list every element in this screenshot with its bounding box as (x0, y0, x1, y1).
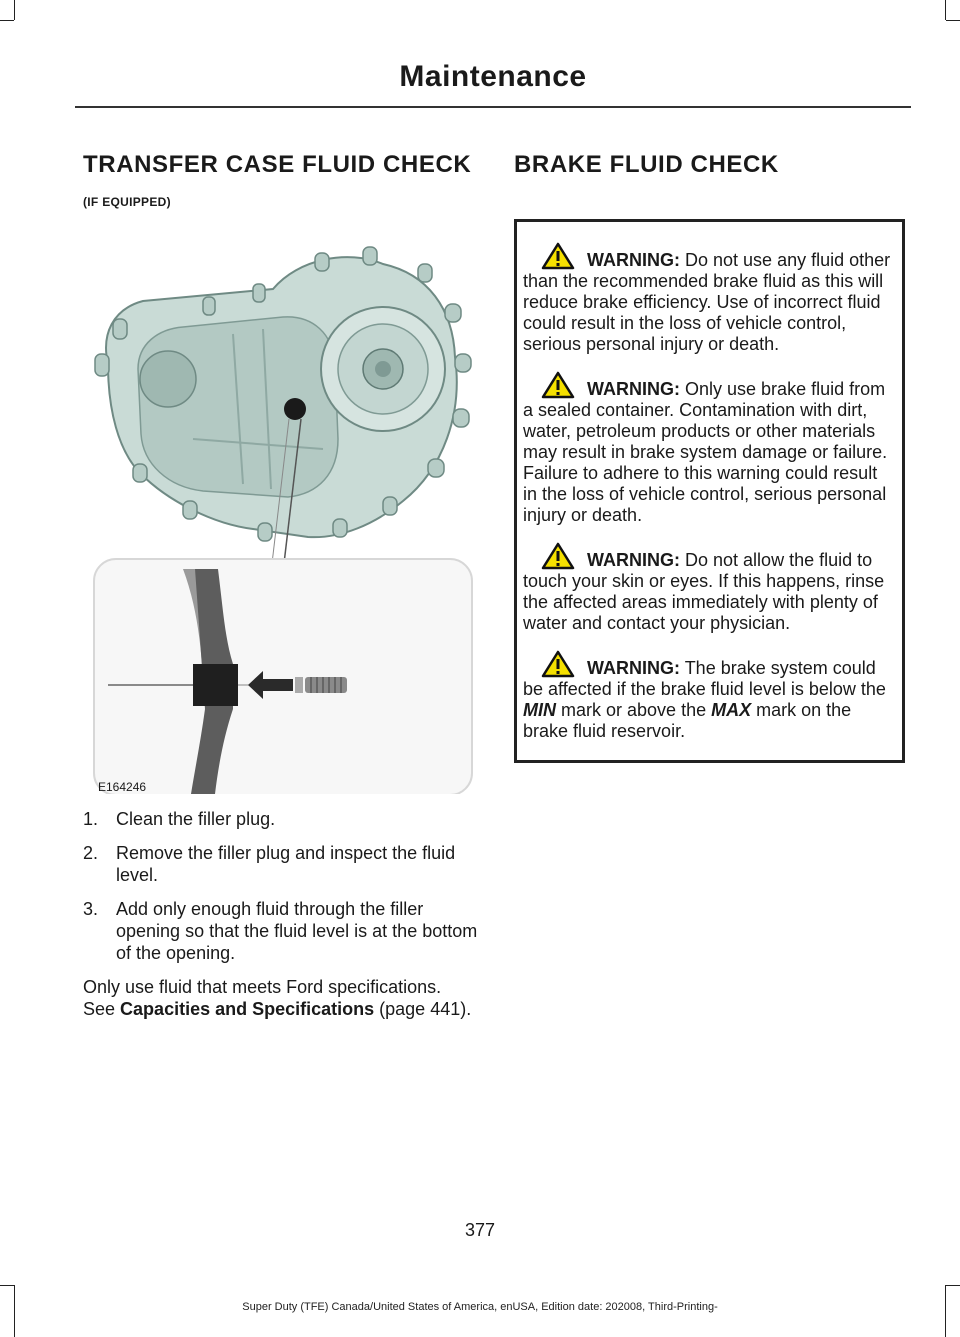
step-text: Add only enough fluid through the filler opening so that the fluid level is at the bottom of the opening. (116, 899, 478, 963)
crop-mark (0, 20, 14, 21)
list-item (83, 808, 478, 830)
step-number: 2. (83, 843, 99, 863)
step-number: 1. (83, 809, 99, 829)
figure-code: E164246 (98, 780, 147, 794)
warning-item (523, 542, 894, 634)
warning-text: The brake system could be affected if the brake fluid level is below the (523, 658, 886, 699)
crop-mark (14, 0, 15, 20)
warning-label: WARNING: (587, 550, 680, 570)
warning-item (523, 242, 894, 355)
warning-triangle-icon (541, 371, 575, 399)
warning-item (523, 371, 894, 526)
warning-text: Do not use any fluid other than the recommended brake fluid as this will reduce brake efficiency. Use of incorrect fluid could result in the loss of vehicle control, serious personal injury or death. (523, 250, 891, 354)
step-list (83, 808, 478, 964)
crop-mark (0, 1285, 14, 1286)
step-text: Remove the filler plug and inspect the fluid level. (116, 843, 456, 885)
page-footer: Super Duty (TFE) Canada/United States of America, enUSA, Edition date: 202008, Third-Printing- (242, 1301, 718, 1313)
header-rule (75, 106, 911, 108)
right-column (514, 148, 905, 763)
transfer-case-figure (83, 239, 475, 794)
para-page-ref: (page 441). (379, 999, 472, 1019)
transfer-case-title-text: TRANSFER CASE FLUID CHECK (83, 151, 472, 178)
crop-mark (945, 0, 946, 20)
crop-mark (946, 1285, 960, 1286)
para-text: Only use fluid that meets Ford specifications. See (83, 977, 442, 1019)
warning-triangle-icon (541, 650, 575, 678)
step-number: 3. (83, 899, 99, 919)
max-mark: MAX (711, 700, 752, 720)
warning-label: WARNING: (587, 658, 680, 678)
transfer-case-title (83, 148, 478, 219)
step-text: Clean the filler plug. (116, 809, 276, 829)
brake-fluid-title: BRAKE FLUID CHECK (514, 151, 779, 178)
left-column (83, 148, 478, 1020)
warning-label: WARNING: (587, 250, 680, 270)
warning-triangle-icon (541, 542, 575, 570)
capacities-link[interactable]: Capacities and Specifications (120, 999, 375, 1019)
min-mark: MIN (523, 700, 556, 720)
warning-text: Only use brake fluid from a sealed container. Contamination with dirt, water, petroleum products or other materials may result in brake system damage or failure. Failure to adhere to this warning could result in the loss of vehicle control, serious personal injury or death. (523, 379, 888, 525)
page-header-title: Maintenance (399, 60, 587, 93)
warning-text: Do not allow the fluid to touch your skin or eyes. If this happens, rinse the affected areas immediately with plenty of water and contact your physician. (523, 550, 885, 633)
warning-text: mark or above the (561, 700, 707, 720)
fluid-spec-paragraph (83, 976, 478, 1020)
warning-box (514, 219, 905, 763)
warning-label: WARNING: (587, 379, 680, 399)
warning-item (523, 650, 894, 742)
warning-text: mark on the brake fluid reservoir. (523, 700, 852, 741)
list-item (83, 898, 478, 964)
warning-triangle-icon (541, 242, 575, 270)
crop-mark (946, 20, 960, 21)
page-number: 377 (464, 1220, 496, 1240)
transfer-case-illustration (83, 239, 475, 794)
list-item (83, 842, 478, 886)
title-suffix: (IF EQUIPPED) (83, 195, 171, 209)
